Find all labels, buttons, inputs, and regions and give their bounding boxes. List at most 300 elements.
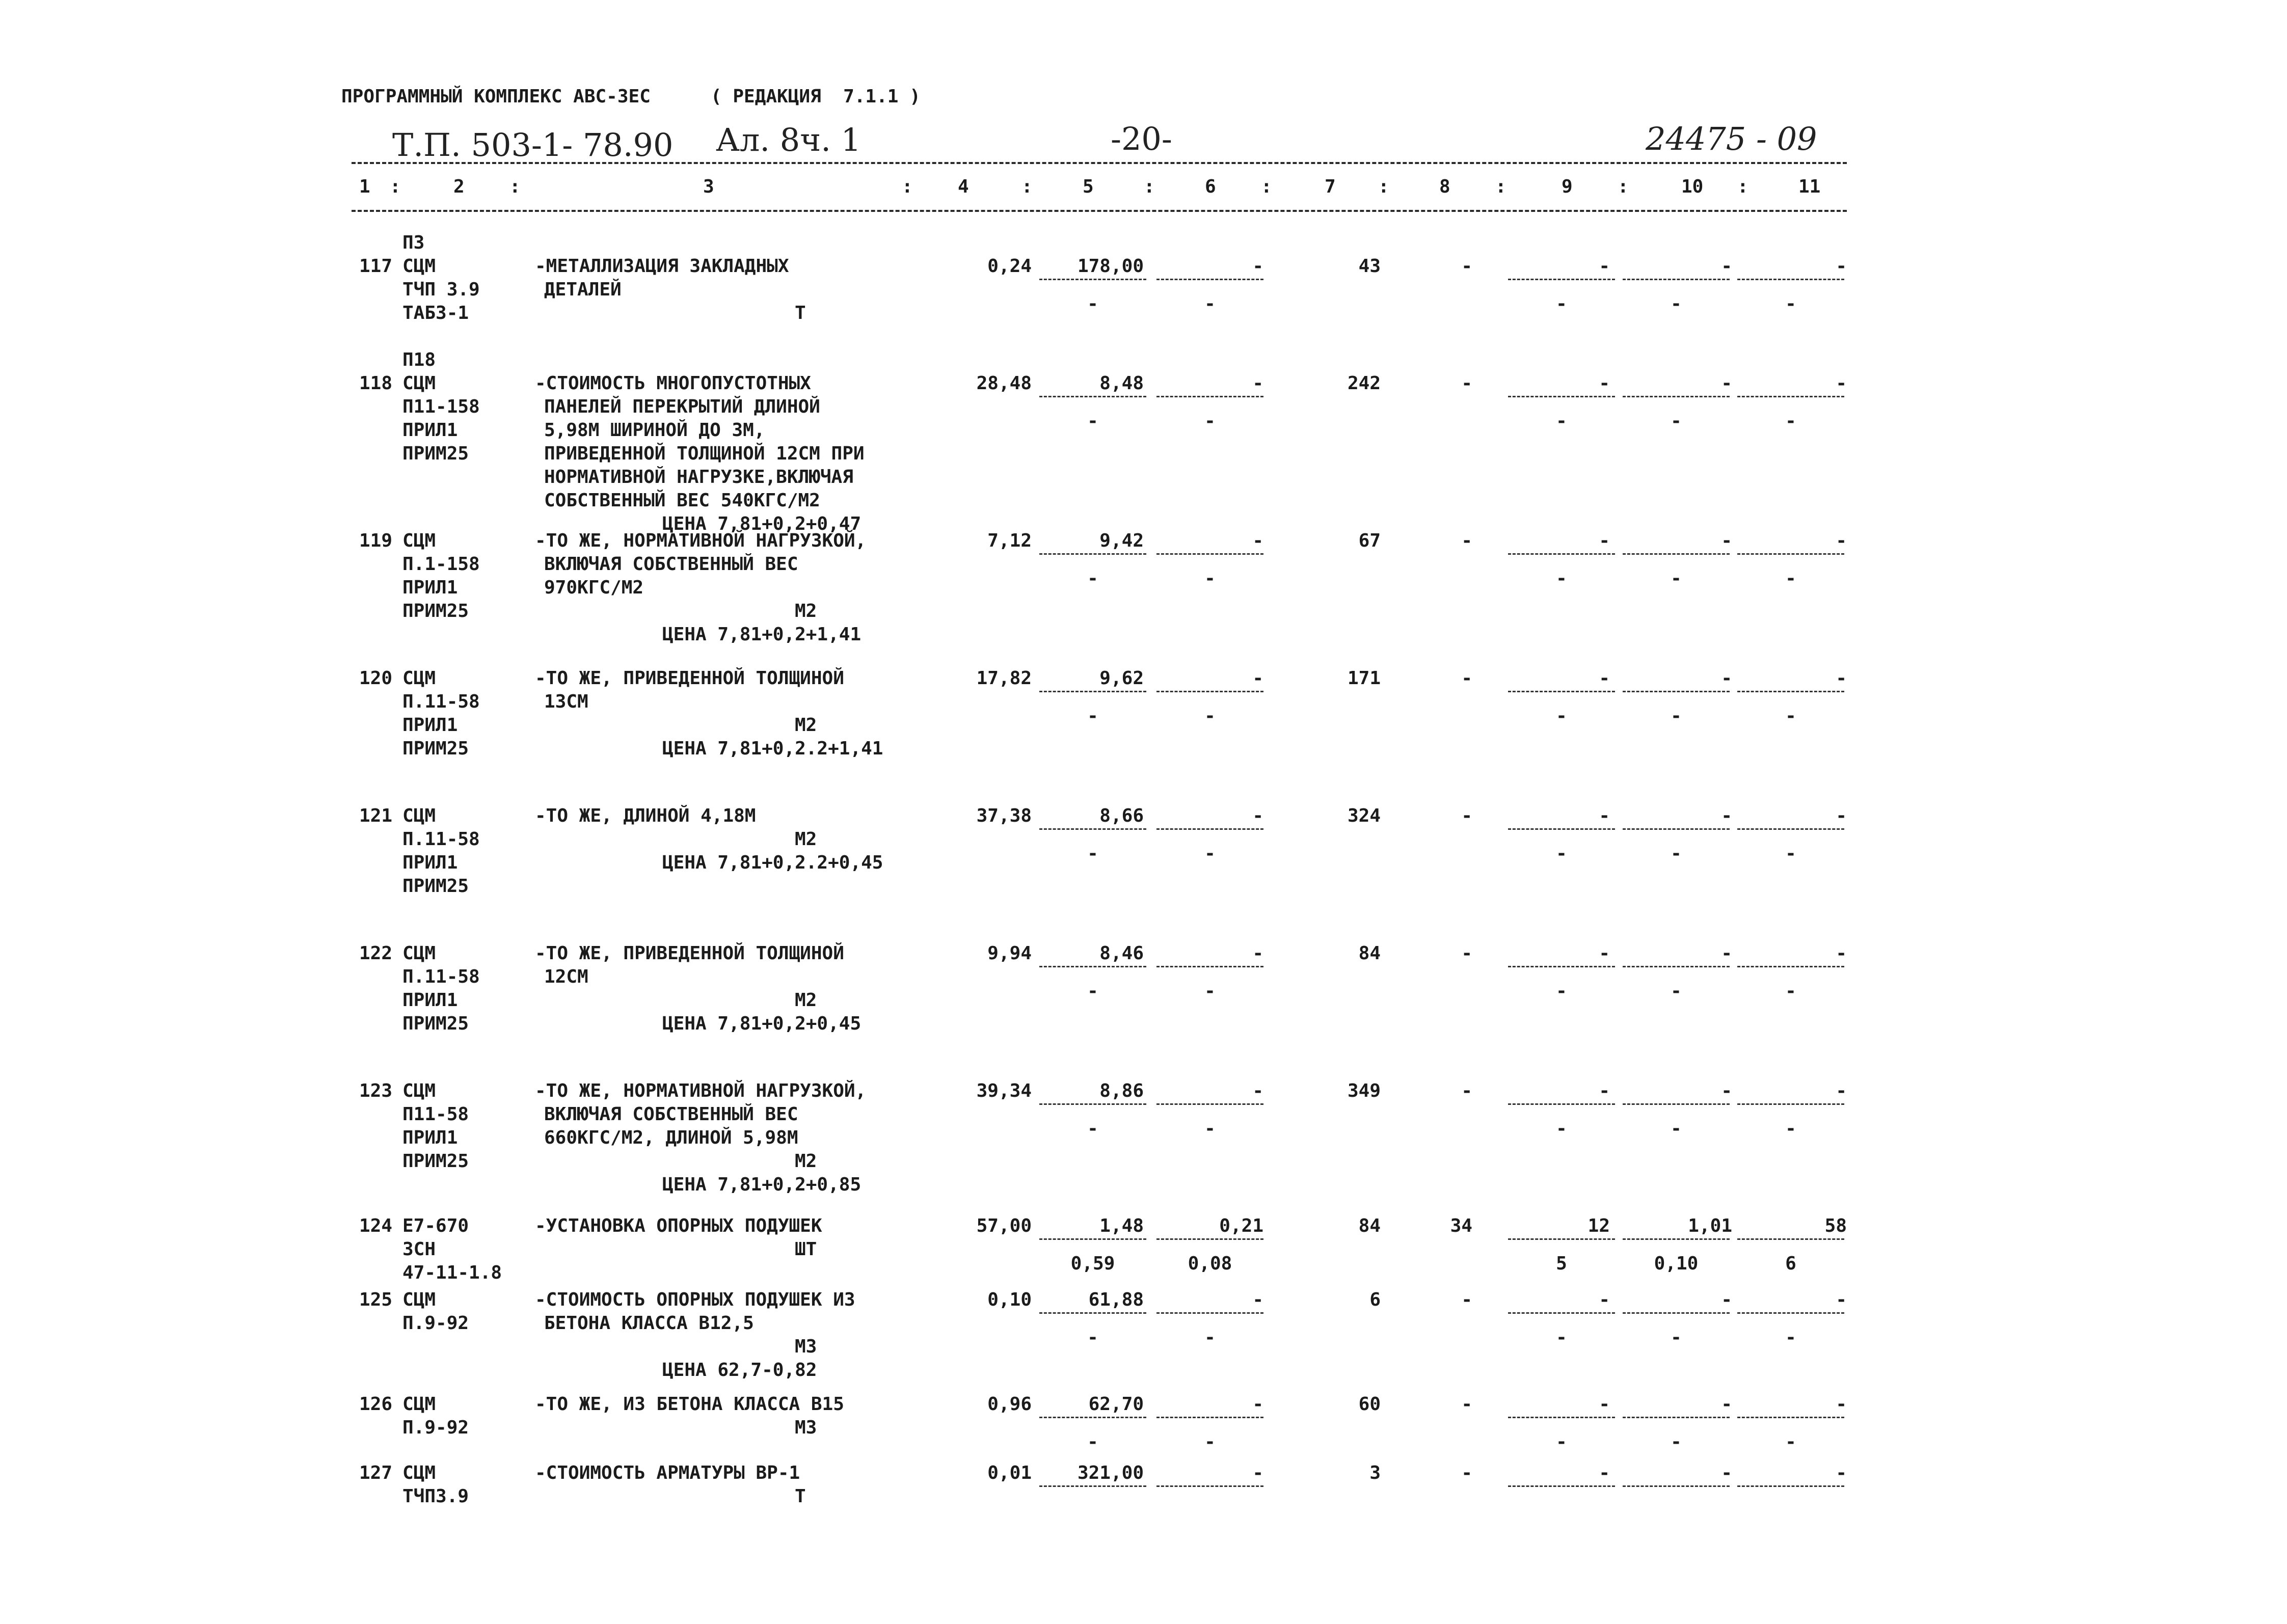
work-description: СОБСТВЕННЫЙ ВЕС 540КГС/М2 (544, 490, 820, 511)
norm-code: СЦМ (402, 1080, 436, 1101)
work-description: Т (795, 1486, 806, 1507)
cell-c7: 60 (1358, 1394, 1381, 1415)
subcell-s10: - (1671, 410, 1682, 431)
cell-c9: - (1599, 373, 1610, 394)
work-description: БЕТОНА КЛАССА В12,5 (544, 1313, 754, 1334)
norm-code: ПРИМ25 (402, 443, 469, 464)
subcell-s6: - (1204, 1431, 1216, 1452)
cell-c5: 9,62 (1099, 668, 1144, 689)
column-header: 9 (1562, 176, 1573, 197)
subcell-s10: - (1671, 843, 1682, 864)
subcell-s5: - (1087, 1118, 1098, 1139)
row-number: 123 (359, 1080, 393, 1101)
column-header: 4 (958, 176, 969, 197)
work-description: ЦЕНА 7,81+0,2+0,45 (662, 1013, 862, 1034)
cell-c6: - (1252, 1080, 1263, 1101)
norm-code: ПРИЛ1 (402, 852, 458, 873)
row-number: 120 (359, 668, 393, 689)
cell-c11: - (1836, 805, 1847, 826)
sub-rule (1039, 1103, 1146, 1105)
work-description: -СТОИМОСТЬ ОПОРНЫХ ПОДУШЕК ИЗ (535, 1289, 855, 1310)
cell-c6: - (1252, 530, 1263, 551)
sub-rule (1737, 1312, 1844, 1314)
sub-rule (1039, 691, 1146, 692)
norm-code: ТЧП3.9 (402, 1486, 469, 1507)
cell-c11: - (1836, 1289, 1847, 1310)
cell-c8: 34 (1450, 1215, 1472, 1236)
cell-c11: 58 (1824, 1215, 1847, 1236)
work-description: ВКЛЮЧАЯ СОБСТВЕННЫЙ ВЕС (544, 554, 798, 575)
column-header: 1 (359, 176, 370, 197)
cell-c4: 7,12 (987, 530, 1032, 551)
subcell-s6: - (1204, 843, 1216, 864)
column-header: 2 (453, 176, 465, 197)
work-description: ЦЕНА 7,81+0,2+0,47 (662, 513, 862, 534)
column-header: 6 (1205, 176, 1216, 197)
sub-rule (1623, 279, 1730, 280)
cell-c7: 43 (1358, 256, 1381, 277)
sub-rule (1623, 1485, 1730, 1487)
subcell-s9: - (1556, 1431, 1567, 1452)
cell-c8: - (1461, 943, 1472, 964)
norm-code: СЦМ (402, 805, 436, 826)
sub-rule (1508, 1312, 1615, 1314)
subcell-s9: - (1556, 843, 1567, 864)
subcell-s10: - (1671, 1327, 1682, 1348)
cell-c11: - (1836, 668, 1847, 689)
norm-code: СЦМ (402, 1289, 436, 1310)
norm-code: П18 (402, 349, 436, 370)
cell-c4: 0,24 (987, 256, 1032, 277)
subcell-s6: - (1204, 705, 1216, 726)
work-description: 970КГС/М2 (544, 577, 644, 598)
cell-c10: - (1721, 1080, 1732, 1101)
norm-code: ПРИЛ1 (402, 990, 458, 1011)
work-description: М3 (795, 1336, 817, 1357)
cell-c9: - (1599, 256, 1610, 277)
work-description: ЦЕНА 62,7-0,82 (662, 1360, 817, 1381)
sub-rule (1508, 396, 1615, 397)
column-header: 8 (1439, 176, 1450, 197)
cell-c6: - (1252, 1289, 1263, 1310)
work-description: -УСТАНОВКА ОПОРНЫХ ПОДУШЕК (535, 1215, 822, 1236)
cell-c11: - (1836, 530, 1847, 551)
cell-c4: 39,34 (976, 1080, 1032, 1101)
cell-c9: - (1599, 668, 1610, 689)
norm-code: Е7-670 (402, 1215, 469, 1236)
sub-rule (1737, 553, 1844, 555)
cell-c4: 0,01 (987, 1463, 1032, 1483)
work-description: -ТО ЖЕ, НОРМАТИВНОЙ НАГРУЗКОЙ, (535, 530, 867, 551)
sub-rule (1737, 396, 1844, 397)
sub-rule (1737, 279, 1844, 280)
sub-rule (1508, 1417, 1615, 1418)
norm-code: П11-58 (402, 1104, 469, 1125)
row-number: 119 (359, 530, 393, 551)
sub-rule (1737, 691, 1844, 692)
norm-code: П.9-92 (402, 1417, 469, 1438)
norm-code: СЦМ (402, 668, 436, 689)
cell-c10: - (1721, 805, 1732, 826)
norm-code: СЦМ (402, 530, 436, 551)
cell-c10: - (1721, 373, 1732, 394)
cell-c5: 8,46 (1099, 943, 1144, 964)
sub-rule (1508, 691, 1615, 692)
cell-c6: - (1252, 373, 1263, 394)
cell-c8: - (1461, 1394, 1472, 1415)
sub-rule (1039, 1238, 1146, 1240)
cell-c6: - (1252, 1394, 1263, 1415)
sub-rule (1156, 553, 1263, 555)
norm-code: ПРИЛ1 (402, 577, 458, 598)
column-separator: : (1495, 176, 1506, 197)
subcell-s9: - (1556, 980, 1567, 1002)
sub-rule (1156, 691, 1263, 692)
cell-c5: 321,00 (1077, 1463, 1144, 1483)
subcell-s11: - (1785, 843, 1796, 864)
sub-rule (1623, 828, 1730, 830)
norm-code: П11-158 (402, 396, 480, 417)
sub-rule (1508, 1238, 1615, 1240)
norm-code: ПЗ (402, 232, 425, 253)
subcell-s11: - (1785, 1118, 1796, 1139)
header-rule-bottom (352, 210, 1847, 212)
cell-c6: - (1252, 943, 1263, 964)
cell-c4: 9,94 (987, 943, 1032, 964)
project-number: Т.П. 503-1- 78.90 (392, 126, 674, 164)
work-description: М2 (795, 601, 817, 621)
subcell-s10: - (1671, 1118, 1682, 1139)
subcell-s6: - (1204, 1118, 1216, 1139)
norm-code: ПРИМ25 (402, 876, 469, 897)
cell-c4: 17,82 (976, 668, 1032, 689)
work-description: М2 (795, 715, 817, 736)
work-description: 12СМ (544, 966, 588, 987)
sub-rule (1039, 279, 1146, 280)
cell-c6: - (1252, 668, 1263, 689)
sub-rule (1508, 279, 1615, 280)
sub-rule (1737, 1238, 1844, 1240)
norm-code: СЦМ (402, 943, 436, 964)
norm-code: ПРИМ25 (402, 1013, 469, 1034)
cell-c6: - (1252, 256, 1263, 277)
cell-c4: 0,96 (987, 1394, 1032, 1415)
sub-rule (1623, 691, 1730, 692)
subcell-s5: - (1087, 567, 1098, 589)
cell-c6: - (1252, 805, 1263, 826)
cell-c9: - (1599, 805, 1610, 826)
sub-rule (1156, 1417, 1263, 1418)
subcell-s11: - (1785, 410, 1796, 431)
cell-c5: 9,42 (1099, 530, 1144, 551)
subcell-s5: - (1087, 1327, 1098, 1348)
cell-c5: 8,66 (1099, 805, 1144, 826)
work-description: -ТО ЖЕ, ПРИВЕДЕННОЙ ТОЛЩИНОЙ (535, 943, 844, 964)
cell-c10: - (1721, 1289, 1732, 1310)
norm-code: СЦМ (402, 373, 436, 394)
subcell-s11: - (1785, 293, 1796, 314)
edition-label: ( РЕДАКЦИЯ 7.1.1 ) (711, 86, 921, 107)
column-separator: : (509, 176, 521, 197)
sub-rule (1039, 1312, 1146, 1314)
cell-c10: - (1721, 668, 1732, 689)
row-number: 117 (359, 256, 393, 277)
cell-c5: 1,48 (1099, 1215, 1144, 1236)
sub-rule (1039, 553, 1146, 555)
work-description: ЦЕНА 7,81+0,2+0,85 (662, 1174, 862, 1195)
page-number: -20- (1111, 120, 1172, 157)
column-separator: : (902, 176, 913, 197)
cell-c5: 178,00 (1077, 256, 1144, 277)
norm-code: П.9-92 (402, 1313, 469, 1334)
norm-code: П.11-58 (402, 966, 480, 987)
subcell-s5: - (1087, 1431, 1098, 1452)
sub-rule (1623, 966, 1730, 967)
subcell-s10: - (1671, 1431, 1682, 1452)
cell-c7: 84 (1358, 943, 1381, 964)
cell-c8: - (1461, 1080, 1472, 1101)
subcell-s5: - (1087, 843, 1098, 864)
cell-c6: - (1252, 1463, 1263, 1483)
program-title: ПРОГРАММНЫЙ КОМПЛЕКС АВС-ЗЕС (341, 86, 651, 107)
sub-rule (1623, 553, 1730, 555)
subcell-s6: - (1204, 1327, 1216, 1348)
row-number: 125 (359, 1289, 393, 1310)
cell-c5: 8,48 (1099, 373, 1144, 394)
cell-c8: - (1461, 805, 1472, 826)
cell-c9: - (1599, 1289, 1610, 1310)
cell-c4: 37,38 (976, 805, 1032, 826)
row-number: 124 (359, 1215, 393, 1236)
work-description: ПАНЕЛЕЙ ПЕРЕКРЫТИЙ ДЛИНОЙ (544, 396, 820, 417)
sub-rule (1737, 828, 1844, 830)
cell-c11: - (1836, 1080, 1847, 1101)
cell-c10: - (1721, 256, 1732, 277)
work-description: М3 (795, 1417, 817, 1438)
cell-c8: - (1461, 530, 1472, 551)
subcell-s6: - (1204, 567, 1216, 589)
cell-c8: - (1461, 668, 1472, 689)
cell-c9: - (1599, 1394, 1610, 1415)
album-number: Ал. 8ч. 1 (716, 121, 862, 158)
subcell-s5: - (1087, 293, 1098, 314)
subcell-s6: 0,08 (1188, 1253, 1232, 1274)
norm-code: ПРИМ25 (402, 1151, 469, 1172)
row-number: 121 (359, 805, 393, 826)
cell-c9: - (1599, 1463, 1610, 1483)
sub-rule (1737, 966, 1844, 967)
cell-c8: - (1461, 256, 1472, 277)
cell-c11: - (1836, 256, 1847, 277)
cell-c5: 62,70 (1088, 1394, 1144, 1415)
work-description: ШТ (795, 1239, 817, 1260)
sub-rule (1156, 1312, 1263, 1314)
norm-code: ПРИЛ1 (402, 715, 458, 736)
cell-c11: - (1836, 1463, 1847, 1483)
work-description: -СТОИМОСТЬ АРМАТУРЫ ВР-1 (535, 1463, 800, 1483)
column-header: 10 (1681, 176, 1704, 197)
column-header: 3 (703, 176, 714, 197)
column-separator: : (1378, 176, 1389, 197)
sub-rule (1039, 1485, 1146, 1487)
cell-c9: - (1599, 1080, 1610, 1101)
cell-c5: 61,88 (1088, 1289, 1144, 1310)
sub-rule (1039, 1417, 1146, 1418)
norm-code: ПРИМ25 (402, 601, 469, 621)
sub-rule (1737, 1417, 1844, 1418)
subcell-s11: - (1785, 1431, 1796, 1452)
norm-code: П.11-58 (402, 829, 480, 850)
norm-code: П.11-58 (402, 691, 480, 712)
column-separator: : (1737, 176, 1748, 197)
subcell-s9: 5 (1556, 1253, 1567, 1274)
work-description: -ТО ЖЕ, ПРИВЕДЕННОЙ ТОЛЩИНОЙ (535, 668, 844, 689)
work-description: ПРИВЕДЕННОЙ ТОЛЩИНОЙ 12СМ ПРИ (544, 443, 865, 464)
sub-rule (1623, 1103, 1730, 1105)
column-separator: : (1618, 176, 1629, 197)
column-separator: : (390, 176, 401, 197)
sub-rule (1156, 966, 1263, 967)
cell-c11: - (1836, 373, 1847, 394)
column-separator: : (1021, 176, 1033, 197)
cell-c7: 171 (1347, 668, 1381, 689)
cell-c4: 28,48 (976, 373, 1032, 394)
column-separator: : (1144, 176, 1155, 197)
subcell-s11: - (1785, 705, 1796, 726)
norm-code: 47-11-1.8 (402, 1262, 502, 1283)
work-description: -МЕТАЛЛИЗАЦИЯ ЗАКЛАДНЫХ (535, 256, 789, 277)
subcell-s10: 0,10 (1654, 1253, 1699, 1274)
subcell-s6: - (1204, 980, 1216, 1002)
work-description: ЦЕНА 7,81+0,2.2+0,45 (662, 852, 883, 873)
subcell-s10: - (1671, 567, 1682, 589)
subcell-s6: - (1204, 293, 1216, 314)
sub-rule (1156, 828, 1263, 830)
cell-c5: 8,86 (1099, 1080, 1144, 1101)
work-description: ЦЕНА 7,81+0,2+1,41 (662, 624, 862, 645)
subcell-s9: - (1556, 410, 1567, 431)
cell-c7: 3 (1369, 1463, 1381, 1483)
subcell-s11: - (1785, 1327, 1796, 1348)
subcell-s10: - (1671, 293, 1682, 314)
cell-c11: - (1836, 1394, 1847, 1415)
sub-rule (1508, 1103, 1615, 1105)
subcell-s5: - (1087, 410, 1098, 431)
subcell-s6: - (1204, 410, 1216, 431)
subcell-s5: - (1087, 980, 1098, 1002)
norm-code: СЦМ (402, 1463, 436, 1483)
norm-code: СЦМ (402, 1394, 436, 1415)
sub-rule (1508, 1485, 1615, 1487)
cell-c4: 57,00 (976, 1215, 1032, 1236)
work-description: -ТО ЖЕ, ДЛИНОЙ 4,18М (535, 805, 756, 826)
cell-c4: 0,10 (987, 1289, 1032, 1310)
cell-c10: - (1721, 530, 1732, 551)
cell-c10: - (1721, 943, 1732, 964)
norm-code: ТЧП 3.9 (402, 279, 480, 300)
sub-rule (1039, 966, 1146, 967)
subcell-s9: - (1556, 567, 1567, 589)
sub-rule (1156, 1485, 1263, 1487)
subcell-s11: - (1785, 567, 1796, 589)
work-description: М2 (795, 990, 817, 1011)
sub-rule (1737, 1485, 1844, 1487)
cell-c6: 0,21 (1219, 1215, 1263, 1236)
column-separator: : (1261, 176, 1272, 197)
work-description: ЦЕНА 7,81+0,2.2+1,41 (662, 738, 883, 759)
cell-c7: 84 (1358, 1215, 1381, 1236)
subcell-s5: 0,59 (1070, 1253, 1115, 1274)
sub-rule (1737, 1103, 1844, 1105)
norm-code: ПРИЛ1 (402, 420, 458, 441)
header-rule-top (352, 162, 1847, 164)
cell-c10: - (1721, 1463, 1732, 1483)
work-description: 13СМ (544, 691, 588, 712)
sub-rule (1156, 1103, 1263, 1105)
subcell-s9: - (1556, 1118, 1567, 1139)
sub-rule (1039, 828, 1146, 830)
norm-code: ПРИМ25 (402, 738, 469, 759)
sub-rule (1039, 396, 1146, 397)
subcell-s5: - (1087, 705, 1098, 726)
work-description: ВКЛЮЧАЯ СОБСТВЕННЫЙ ВЕС (544, 1104, 798, 1125)
subcell-s9: - (1556, 705, 1567, 726)
column-header: 5 (1083, 176, 1094, 197)
sub-rule (1156, 396, 1263, 397)
cell-c8: - (1461, 373, 1472, 394)
work-description: -ТО ЖЕ, НОРМАТИВНОЙ НАГРУЗКОЙ, (535, 1080, 867, 1101)
cell-c9: 12 (1588, 1215, 1610, 1236)
sub-rule (1156, 279, 1263, 280)
subcell-s11: - (1785, 980, 1796, 1002)
cell-c7: 242 (1347, 373, 1381, 394)
norm-code: П.1-158 (402, 554, 480, 575)
work-description: -ТО ЖЕ, ИЗ БЕТОНА КЛАССА В15 (535, 1394, 844, 1415)
cell-c9: - (1599, 943, 1610, 964)
subcell-s10: - (1671, 980, 1682, 1002)
row-number: 122 (359, 943, 393, 964)
cell-c8: - (1461, 1463, 1472, 1483)
norm-code: ТАБ3-1 (402, 303, 469, 323)
cell-c10: - (1721, 1394, 1732, 1415)
sub-rule (1623, 1238, 1730, 1240)
cell-c7: 324 (1347, 805, 1381, 826)
work-description: М2 (795, 829, 817, 850)
cell-c7: 67 (1358, 530, 1381, 551)
work-description: Т (795, 303, 806, 323)
work-description: 660КГС/М2, ДЛИНОЙ 5,98М (544, 1127, 798, 1148)
column-header: 7 (1325, 176, 1336, 197)
norm-code: ЗСН (402, 1239, 436, 1260)
cell-c7: 6 (1369, 1289, 1381, 1310)
sub-rule (1508, 553, 1615, 555)
cell-c7: 349 (1347, 1080, 1381, 1101)
cell-c9: - (1599, 530, 1610, 551)
work-description: -СТОИМОСТЬ МНОГОПУСТОТНЫХ (535, 373, 811, 394)
cell-c10: 1,01 (1688, 1215, 1732, 1236)
norm-code: ПРИЛ1 (402, 1127, 458, 1148)
row-number: 126 (359, 1394, 393, 1415)
cell-c11: - (1836, 943, 1847, 964)
work-description: М2 (795, 1151, 817, 1172)
doc-number: 24475 - 09 (1646, 120, 1817, 157)
subcell-s10: - (1671, 705, 1682, 726)
work-description: 5,98М ШИРИНОЙ ДО 3М, (544, 420, 765, 441)
row-number: 118 (359, 373, 393, 394)
subcell-s11: 6 (1785, 1253, 1796, 1274)
sub-rule (1623, 1312, 1730, 1314)
sub-rule (1623, 396, 1730, 397)
